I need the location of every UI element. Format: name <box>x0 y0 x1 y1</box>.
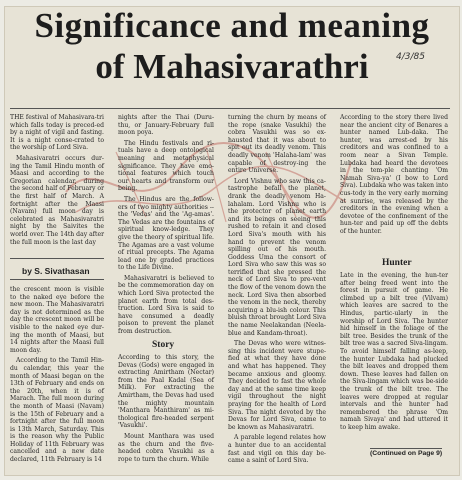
headline-line-2: of Mahasivarathri <box>95 47 369 86</box>
column-2-story <box>118 354 214 466</box>
byline: by S. Sivathasan <box>22 266 90 276</box>
paragraph: Mahasivaratri is believed to be the commemoration day on which Lord Siva protected the planet earth from total des-truction. Lord Siva is said to have consumed a deadly poison to prevent the planet from destruction. <box>118 274 214 336</box>
paragraph: According to this story, the Devas (Gods) were engaged in extracting Amirtham (Nectar) from the Paal Kadal (Sea of Milk). For extracting the Amirtham, the Devas had used the mighty mountain 'Manthara Manthiram' as mi-thological fire-headed serpent 'Vasukhi'. <box>118 354 214 430</box>
paragraph: Late in the evening, the hun-ter after being freed went into the forest in pursuit of game. He climbed up a bilt tree (Vilvam) which leaves are sacred to the Hindus, partic-ularly in the worship of Lord Siva. The hunter hid himself in the foliage of the bilt tree. Besides the trunk of the bilt tree was a sacred Siva-lingam. To avoid himself falling as-leep, the hunter Lubdaka had plucked the bilt leaves and dropped them down. These leaves had fallen on the Siva-lingam which was be-side the trunk of the bilt tree. The leaves were dropped at regular intervals and the hunter had remembered the phrase 'Om namah Sivaya' and had uttered it to keep him awake. <box>340 272 448 431</box>
paragraph: According to the story there lived near the ancient city of Benares a hunter named Lub-daka. The hunter, was arrest-ed by his creditors and was confined to a room near a Sivan Temple. Lubdaka had heard the devotees in the tem-ple chanting 'Om Namah Siva-ya' (I bow to Lord Siva). Lubdaka who was taken into cus-tody in the very early morning at sunrise, was released by the creditors in the evening when a devotee of the confinement of the hun-ter and paid up off the debts of the hunter. <box>340 114 449 235</box>
paragraph: Mahasivaratri occurs dur-ing the Tamil Hindu month of Maasi and according to the Gregorian calendar, during the second half of February or the first half of March. A fortnight after the Maasi (Navam) full moon day is celebrated as Mahasivaratri night by the Saivites the world over. The 14th day after the full moon is the last day <box>10 154 104 246</box>
paragraph: nights after the Thai (Duru-thu, or January-February full moon poya. <box>118 114 214 137</box>
column-2 <box>118 114 214 339</box>
paragraph: Lord Vishnu who saw this ca-tastrophe befall the planet, drank the deadly venom Ha-lahalam. Lord Vishnu who is the protector of planet earth and its beings on seeing this rushed to retain it and closed Lord Siva's mouth with his hand to prevent the venom spilling out of his mouth. Goddess Uma the consort of Lord Siva who saw this was so terrified that she pressed the neck of Lord Siva to pre-vent the flow of the venom down the neck. Lord Siva then absorbed the venom in the neck, thereby acquiring a blu-ish colour. This bluish throat brought Lord Siva the name Neelakandan (Neela-blue and Kandam-throat). <box>228 177 326 337</box>
paragraph: The Hindu festivals and ri-tuals have a deep ontological meaning and metaphysical significance. They have emo-tional features which touch our hearts and transform our being. <box>118 139 214 193</box>
column-4-hunter <box>340 272 448 434</box>
paragraph: turning the churn by means of the rope (snake Vasukhi) the cobra Vasukhi was so ex-hausted that it was about to spit out its deadly venom. This deadly venom 'Halaha-lam' was capable of destroy-ing the entire Universe. <box>228 114 326 175</box>
column-1-bottom <box>10 286 104 467</box>
subhead-hunter: Hunter <box>382 258 412 268</box>
paragraph: the crescent moon is visible to the naked eye before the new moon. The Mahasivaratri day is not determined as the day the crescent moon will be visible to the naked eye dur-ing the month of Maasi, but 14 nights after the Maasi full moon day. <box>10 286 104 354</box>
column-4-top <box>340 114 448 239</box>
paragraph: A parable legend relates how a hunter due to an accidental fast and vigil on this day be-came a saint of Lord Siva. <box>228 434 326 465</box>
paragraph: Mount Manthara was used as the churn and the five-headed cobra Vasukhi as a rope to turn the churn. While <box>118 432 214 463</box>
paragraph: The Hindus are the follow-ers of two mighty authorities -- the 'Vedas' and the 'Ag-amas'. The Vedas are the fountains of spiritual know-ledge. They give the theory of spiritual life. The Agamas are a vast volume of ritual precepts. The Agama lead one by graded practices to the Life Divine. <box>118 195 214 272</box>
paragraph: According to the Tamil Hin-du calendar, this year the month of Maasi began on the 13th of February and ends on the 20th, when it is of Marach. The full moon during the month of Maasi (Navam) is the 15th of February and a fortnight after the full moon is 13th March, Saturday. This is the reason why the Public Holiday of 11th February was cancelled and a new date declared, 11th February is 14 <box>10 357 104 464</box>
headline-line-1: Significance and meaning <box>34 6 430 45</box>
subhead-story: Story <box>152 340 175 350</box>
paragraph: The Devas who were witnes-sing this incident were stupe-fied at what they have done and what has happened. They became anxious and gloomy. They decided to fast the whole day and at the same time keep vigil throughout the night praying for the health of Lord Siva. The night devoted by the Devas for Lord Siva, came to be known as Mahasivaratri. <box>228 340 326 431</box>
continued-note: (Continued on Page 9) <box>370 450 443 457</box>
headline-rule <box>10 108 450 109</box>
column-1-top <box>10 114 104 249</box>
headline <box>10 8 454 84</box>
handwritten-date: 4/3/85 <box>396 52 425 62</box>
column-3 <box>228 114 326 468</box>
paragraph: THE festival of Mahasivara-tri which falls today is preced-ed by a night of vigil and fasting. It is a night conse-crated to the worship of Lord Siva. <box>10 114 104 152</box>
